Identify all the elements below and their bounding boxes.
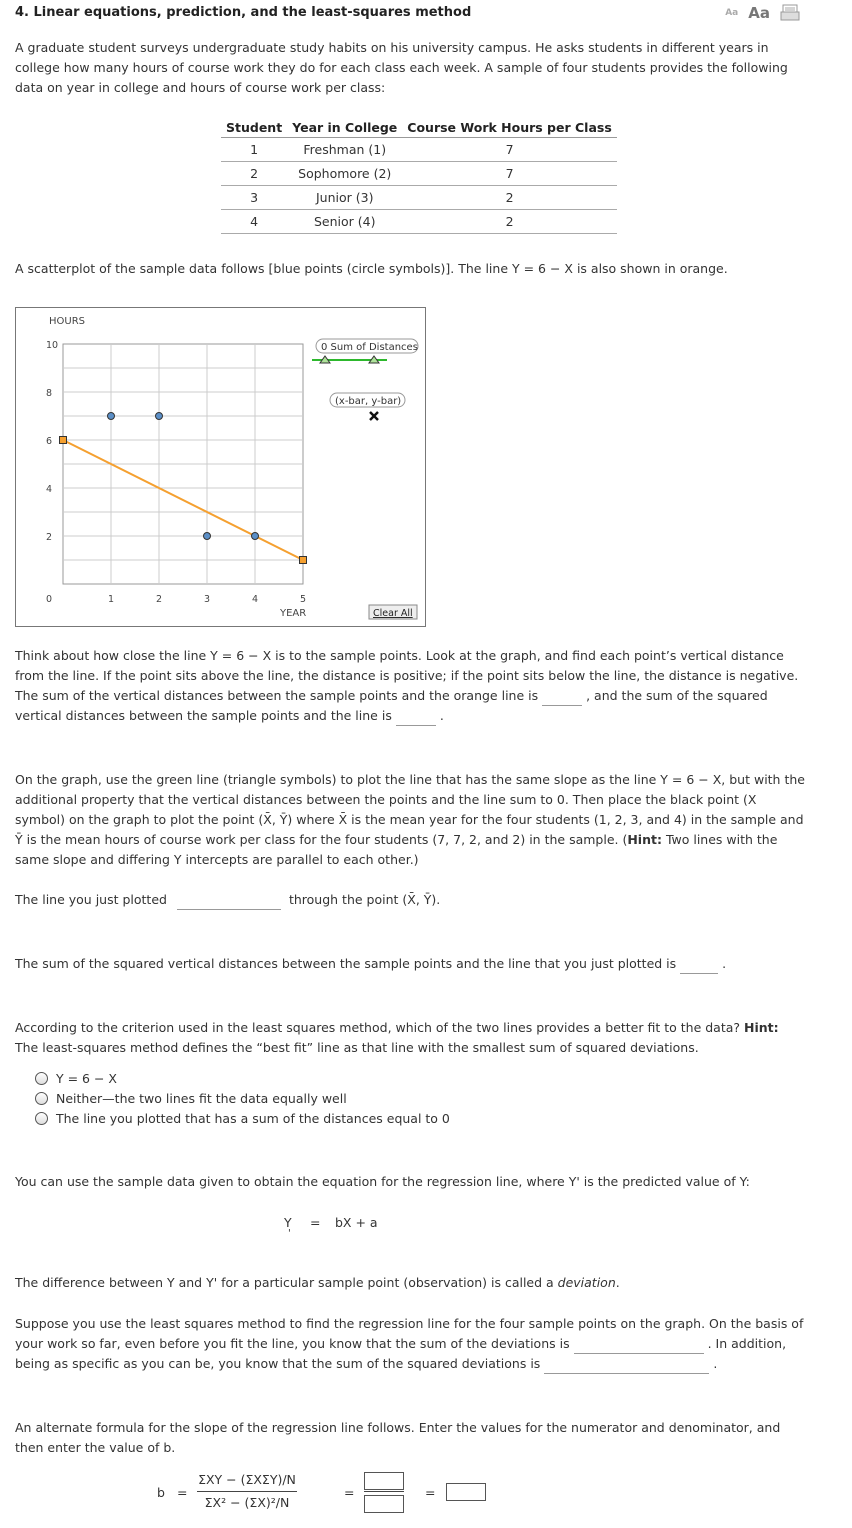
cell: 2 [221, 162, 287, 186]
data-point [252, 533, 259, 540]
formula-eq-2: = [344, 1485, 355, 1500]
radio-icon [35, 1112, 48, 1125]
sum-squared-blank[interactable] [396, 711, 436, 726]
scatterplot-svg[interactable] [16, 308, 425, 626]
data-point [156, 413, 163, 420]
q2-text-a: On the graph, use the green line (triangle symbols) to plot the line that has the same slope as the line Y = 6 − X, but with the additional property that the vertical distances between the points and the line sum to 0. Then place the black point (X symbol) on the graph to plot the point (X̄, Ȳ) where X̄ is the mean year for the four students (1, 2, 3, and 4) in the sample and Ȳ is the mean hours of course work per class for the four students (7, 7, 2, and 2) in the sample. ( [15, 772, 805, 847]
radio-icon [35, 1092, 48, 1105]
question-7 [15, 1273, 805, 1293]
question-8: Suppose you use the least squares method to find the regression line for the four sample points on the graph. On the basis of your work so far, even before you fit the line, you know that the sum of the deviations is . In addition, being as specific as you can be, you know that the sum of the squared deviations is . [15, 1314, 805, 1374]
cell: Freshman (1) [287, 138, 402, 162]
fraction-bar [197, 1491, 297, 1492]
radio-icon [35, 1072, 48, 1085]
scatter-intro: A scatterplot of the sample data follows [blue points (circle symbols)]. The line Y = 6 − X is also shown in orange. [15, 261, 728, 276]
data-point [108, 413, 115, 420]
formula-numerator: ΣXY − (ΣXΣY)/N [198, 1472, 296, 1487]
cell: 4 [221, 210, 287, 234]
sum-distances-label: 0 Sum of Distances [321, 342, 418, 353]
cell: 3 [221, 186, 287, 210]
x-tick-label: 2 [156, 594, 163, 605]
cell: Sophomore (2) [287, 162, 402, 186]
formula-denominator: ΣX² − (ΣX)²/N [204, 1495, 290, 1510]
question-1: Think about how close the line Y = 6 − X is to the sample points. Look at the graph, and find each point’s vertical distance from the line. If the point sits above the line, the distance is positive; if the point sits below the line, the distance is negative. The sum of the vertical distances between the sample points and the orange line is , and the sum of the squared vertical distances between the sample points and the line is . [15, 646, 805, 726]
numerator-input[interactable] [364, 1472, 404, 1490]
question-6: You can use the sample data given to obtain the equation for the regression line, where Y' is the predicted value of Y: [15, 1174, 750, 1189]
formula-eq: = [177, 1485, 188, 1500]
eq-prime: ' [288, 1228, 291, 1239]
print-icon[interactable] [780, 4, 800, 22]
q8-text-b: . In addition, being as specific as you can be, you know that the sum of the squared deviations is [15, 1336, 787, 1371]
x-tick-label: 4 [252, 594, 259, 605]
cell: 2 [402, 186, 616, 210]
font-larger-button[interactable]: Aa [748, 4, 770, 22]
cell: 1 [221, 138, 287, 162]
option-label: The line you plotted that has a sum of the distances equal to 0 [56, 1111, 450, 1126]
question-2 [15, 770, 805, 870]
question-4: The sum of the squared vertical distances between the sample points and the line that you just plotted is . [15, 954, 805, 974]
x-axis-label: YEAR [280, 608, 307, 619]
q5-text-b: The least-squares method defines the “best fit” line as that line with the smallest sum of squared deviations. [15, 1040, 699, 1055]
col-student: Student [221, 118, 287, 138]
q3-text-a: The line you just plotted [15, 892, 167, 907]
black-x-marker[interactable] [370, 412, 378, 420]
radio-option[interactable] [35, 1071, 117, 1086]
table-row [221, 210, 617, 234]
fraction-bar [364, 1491, 404, 1492]
option-label: Y = 6 − X [56, 1071, 117, 1086]
cell: Junior (3) [287, 186, 402, 210]
question-5 [15, 1018, 805, 1058]
x-tick-label: 3 [204, 594, 211, 605]
y-tick-label: 2 [46, 532, 53, 543]
radio-option[interactable] [35, 1091, 347, 1106]
q1-text-b: , and the sum of the squared vertical distances between the sample points and the line is [15, 688, 768, 723]
toolbar [725, 4, 800, 22]
q5-text-a: According to the criterion used in the least squares method, which of the two lines provides a better fit to the data? [15, 1020, 741, 1035]
clear-all-label[interactable]: Clear All [373, 608, 413, 619]
q5-hint: Hint: [744, 1020, 779, 1035]
question-9: An alternate formula for the slope of the regression line follows. Enter the values for the numerator and denominator, and then enter the value of b. [15, 1420, 781, 1455]
question-3 [15, 890, 805, 910]
col-hours: Course Work Hours per Class [402, 118, 616, 138]
squared-deviation-dropdown[interactable] [544, 1359, 709, 1374]
sum-distances-blank[interactable] [542, 691, 582, 706]
deviation-sum-dropdown[interactable] [574, 1339, 704, 1354]
page-title: 4. Linear equations, prediction, and the least-squares method [15, 5, 472, 20]
data-point [204, 533, 211, 540]
cell: 7 [402, 138, 616, 162]
mean-point-label: (x-bar, y-bar) [335, 396, 402, 407]
q7-text-a: The difference between Y and Y' for a particular sample point (observation) is called a [15, 1275, 558, 1290]
eq-equals: = [310, 1215, 321, 1230]
eq-rhs: bX + a [335, 1215, 378, 1230]
formula-b: b [157, 1485, 165, 1500]
intro-text: A graduate student surveys undergraduate study habits on his university campus. He asks students in different years in college how many hours of course work they do for each class each week. A sample of four students provides the following data on year in college and hours of course work per class: [15, 40, 788, 95]
q2-text-b: Two lines with the same slope and differing Y intercepts are parallel to each other.) [15, 832, 778, 867]
formula-eq-3: = [425, 1485, 436, 1500]
q7-text-b: . [615, 1275, 620, 1290]
y-tick-label: 0 [46, 594, 53, 605]
y-tick-label: 6 [46, 436, 53, 447]
x-tick-label: 5 [300, 594, 307, 605]
q4-text: The sum of the squared vertical distances between the sample points and the line that you just plotted is [15, 956, 677, 971]
orange-line-handle [60, 437, 67, 444]
scatterplot-widget[interactable] [15, 307, 426, 627]
y-tick-label: 4 [46, 484, 53, 495]
q7-em: deviation [557, 1275, 616, 1290]
cell: 2 [402, 210, 616, 234]
radio-option[interactable] [35, 1111, 450, 1126]
table-row [221, 162, 617, 186]
q1-text-a: Think about how close the line Y = 6 − X is to the sample points. Look at the graph, and find each point’s vertical distance from the line. If the point sits above the line, the distance is positive; if the point sits below the line, the distance is negative. The sum of the vertical distances between the sample points and the orange line is [15, 648, 799, 703]
table-row [221, 138, 617, 162]
data-table [221, 118, 617, 234]
y-axis-label: HOURS [49, 316, 86, 327]
cell: 7 [402, 162, 616, 186]
plotted-line-dropdown[interactable] [177, 895, 281, 910]
q2-hint: Hint: [627, 832, 662, 847]
q3-text-b: through the point (X̄, Ȳ). [288, 892, 441, 907]
eq-y: Y [284, 1215, 292, 1230]
font-smaller-button[interactable]: Aa [725, 8, 739, 18]
cell: Senior (4) [287, 210, 402, 234]
option-label: Neither—the two lines fit the data equally well [56, 1091, 347, 1106]
denominator-input[interactable] [364, 1495, 404, 1513]
table-row [221, 186, 617, 210]
b-value-input[interactable] [446, 1483, 486, 1501]
squared-sum-blank[interactable] [680, 959, 718, 974]
orange-line-handle [300, 557, 307, 564]
col-year: Year in College [287, 118, 402, 138]
x-tick-label: 1 [108, 594, 115, 605]
y-tick-label: 10 [46, 340, 59, 351]
y-tick-label: 8 [46, 388, 53, 399]
q8-text-a: Suppose you use the least squares method to find the regression line for the four sample points on the graph. On the basis of your work so far, even before you fit the line, you know that the sum of the deviations is [15, 1316, 804, 1351]
